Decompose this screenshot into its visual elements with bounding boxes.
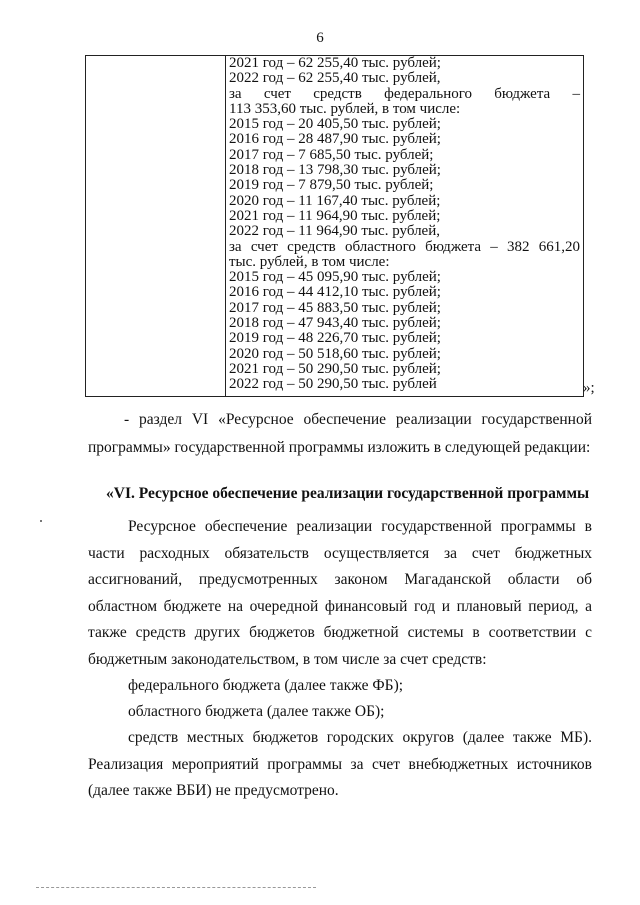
table-line: 2021 год – 62 255,40 тыс. рублей; xyxy=(229,55,441,71)
table-line: 2016 год – 44 412,10 тыс. рублей; xyxy=(229,284,441,301)
table-line: 2020 год – 11 167,40 тыс. рублей; xyxy=(229,192,441,209)
table-line: 2017 год – 7 685,50 тыс. рублей; xyxy=(229,146,434,163)
list-item-local-budgets: средств местных бюджетов городских округов (далее также МБ). Реализация мероприятий программы за счет внебюджетных источников (далее также ВБИ) не предусмотрено. xyxy=(88,729,592,799)
table-line: 2018 год – 47 943,40 тыс. рублей; xyxy=(229,315,441,332)
paragraph-resource-support: Ресурсное обеспечение реализации государственной программы в части расходных обязательств осуществляется за счет бюджетных ассигнований, предусмотренных законом Магаданской области об областном бюджете на очередной финансовый год и плановый период, а также средств других бюджетов бюджетной системы в соответствии с бюджетным законодательством, в том числе за счет средств: xyxy=(88,518,592,668)
table-column-divider xyxy=(225,56,226,396)
table-line: 2018 год – 13 798,30 тыс. рублей; xyxy=(229,162,441,179)
table-line: 2022 год – 50 290,50 тыс. рублей xyxy=(229,376,437,393)
closing-quote: »; xyxy=(583,380,595,396)
table-line: за счет средств областного бюджета – 382 661,20 xyxy=(229,238,580,255)
table-line: за счет средств федерального бюджета – xyxy=(229,85,580,102)
table-line: 2022 год – 11 964,90 тыс. рублей, xyxy=(229,223,440,240)
page-number: 6 xyxy=(316,30,324,46)
table-line: 2021 год – 11 964,90 тыс. рублей; xyxy=(229,207,441,224)
table-line: 2017 год – 45 883,50 тыс. рублей; xyxy=(229,299,441,316)
table-line: 2016 год – 28 487,90 тыс. рублей; xyxy=(229,131,441,148)
table-line: 113 353,60 тыс. рублей, в том числе: xyxy=(229,100,461,117)
table-line: 2019 год – 7 879,50 тыс. рублей; xyxy=(229,177,434,194)
list-item-federal-budget: федерального бюджета (далее также ФБ); xyxy=(128,677,404,694)
table-line: 2015 год – 20 405,50 тыс. рублей; xyxy=(229,116,441,133)
scan-speck xyxy=(40,520,42,522)
funding-table xyxy=(85,55,584,397)
instruction-line-2: программы» государственной программы изложить в следующей редакции: xyxy=(88,439,591,456)
table-line: 2021 год – 50 290,50 тыс. рублей; xyxy=(229,360,441,377)
table-line: тыс. рублей, в том числе: xyxy=(229,253,390,270)
table-line: 2015 год – 45 095,90 тыс. рублей; xyxy=(229,269,441,286)
footer-rule xyxy=(36,887,316,888)
section-heading: «VI. Ресурсное обеспечение реализации государственной программы xyxy=(106,485,590,502)
table-line: 2022 год – 62 255,40 тыс. рублей, xyxy=(229,70,441,87)
table-line: 2019 год – 48 226,70 тыс. рублей; xyxy=(229,330,441,347)
instruction-line-1: - раздел VI «Ресурсное обеспечение реализации государственной xyxy=(124,411,592,428)
funding-lines xyxy=(229,56,580,393)
table-line: 2020 год – 50 518,60 тыс. рублей; xyxy=(229,345,441,362)
list-item-regional-budget: областного бюджета (далее также ОБ); xyxy=(128,703,385,720)
